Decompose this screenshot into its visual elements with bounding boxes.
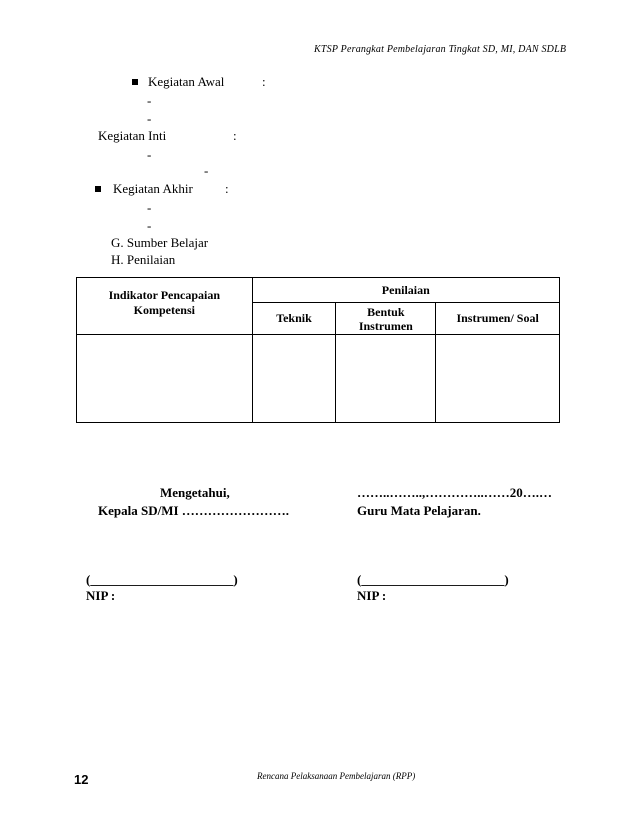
kegiatan-inti-item: - — [147, 147, 152, 162]
kepala-nip: NIP : — [86, 588, 116, 603]
bullet-icon — [95, 186, 101, 192]
header-penilaian: Penilaian — [252, 278, 559, 303]
table-cell — [336, 335, 436, 423]
kegiatan-akhir-item: - — [147, 200, 152, 215]
kegiatan-akhir-item: - — [147, 218, 152, 233]
kegiatan-awal-item: - — [147, 111, 152, 126]
date-placeholder: ……..……..,…………..……20….… — [357, 485, 552, 500]
kepala-name-line: (______________________) — [86, 572, 238, 587]
kegiatan-awal-colon: : — [262, 74, 266, 89]
bullet-icon — [132, 79, 138, 85]
footer-title: Rencana Pelaksanaan Pembelajaran (RPP) — [257, 771, 416, 781]
guru-nip: NIP : — [357, 588, 387, 603]
kepala-sekolah-label: Kepala SD/MI ……………………. — [98, 503, 290, 518]
mengetahui-label: Mengetahui, — [160, 485, 230, 500]
kegiatan-akhir-label: Kegiatan Akhir — [113, 181, 193, 196]
header-teknik: Teknik — [252, 303, 336, 335]
table-cell — [436, 335, 560, 423]
section-sumber-belajar: G. Sumber Belajar — [111, 235, 209, 250]
header-bentuk-instrumen: Bentuk Instrumen — [336, 303, 436, 335]
guru-label: Guru Mata Pelajaran. — [357, 503, 481, 518]
table-cell — [77, 335, 253, 423]
kegiatan-inti-colon: : — [233, 128, 237, 143]
table-cell — [252, 335, 336, 423]
kegiatan-akhir-colon: : — [225, 181, 229, 196]
header-instrumen-soal: Instrumen/ Soal — [436, 303, 560, 335]
penilaian-table — [76, 277, 560, 423]
running-header: KTSP Perangkat Pembelajaran Tingkat SD, MI, DAN SDLB — [314, 44, 567, 55]
section-penilaian: H. Penilaian — [111, 252, 176, 267]
kegiatan-awal-item: - — [147, 93, 152, 108]
guru-name-line: (______________________) — [357, 572, 509, 587]
page-number: 12 — [74, 772, 89, 787]
kegiatan-awal-label: Kegiatan Awal — [148, 74, 225, 89]
kegiatan-inti-label: Kegiatan Inti — [98, 128, 167, 143]
kegiatan-inti-item: - — [204, 163, 209, 178]
header-indikator: Indikator Pencapaian Kompetensi — [77, 278, 253, 335]
